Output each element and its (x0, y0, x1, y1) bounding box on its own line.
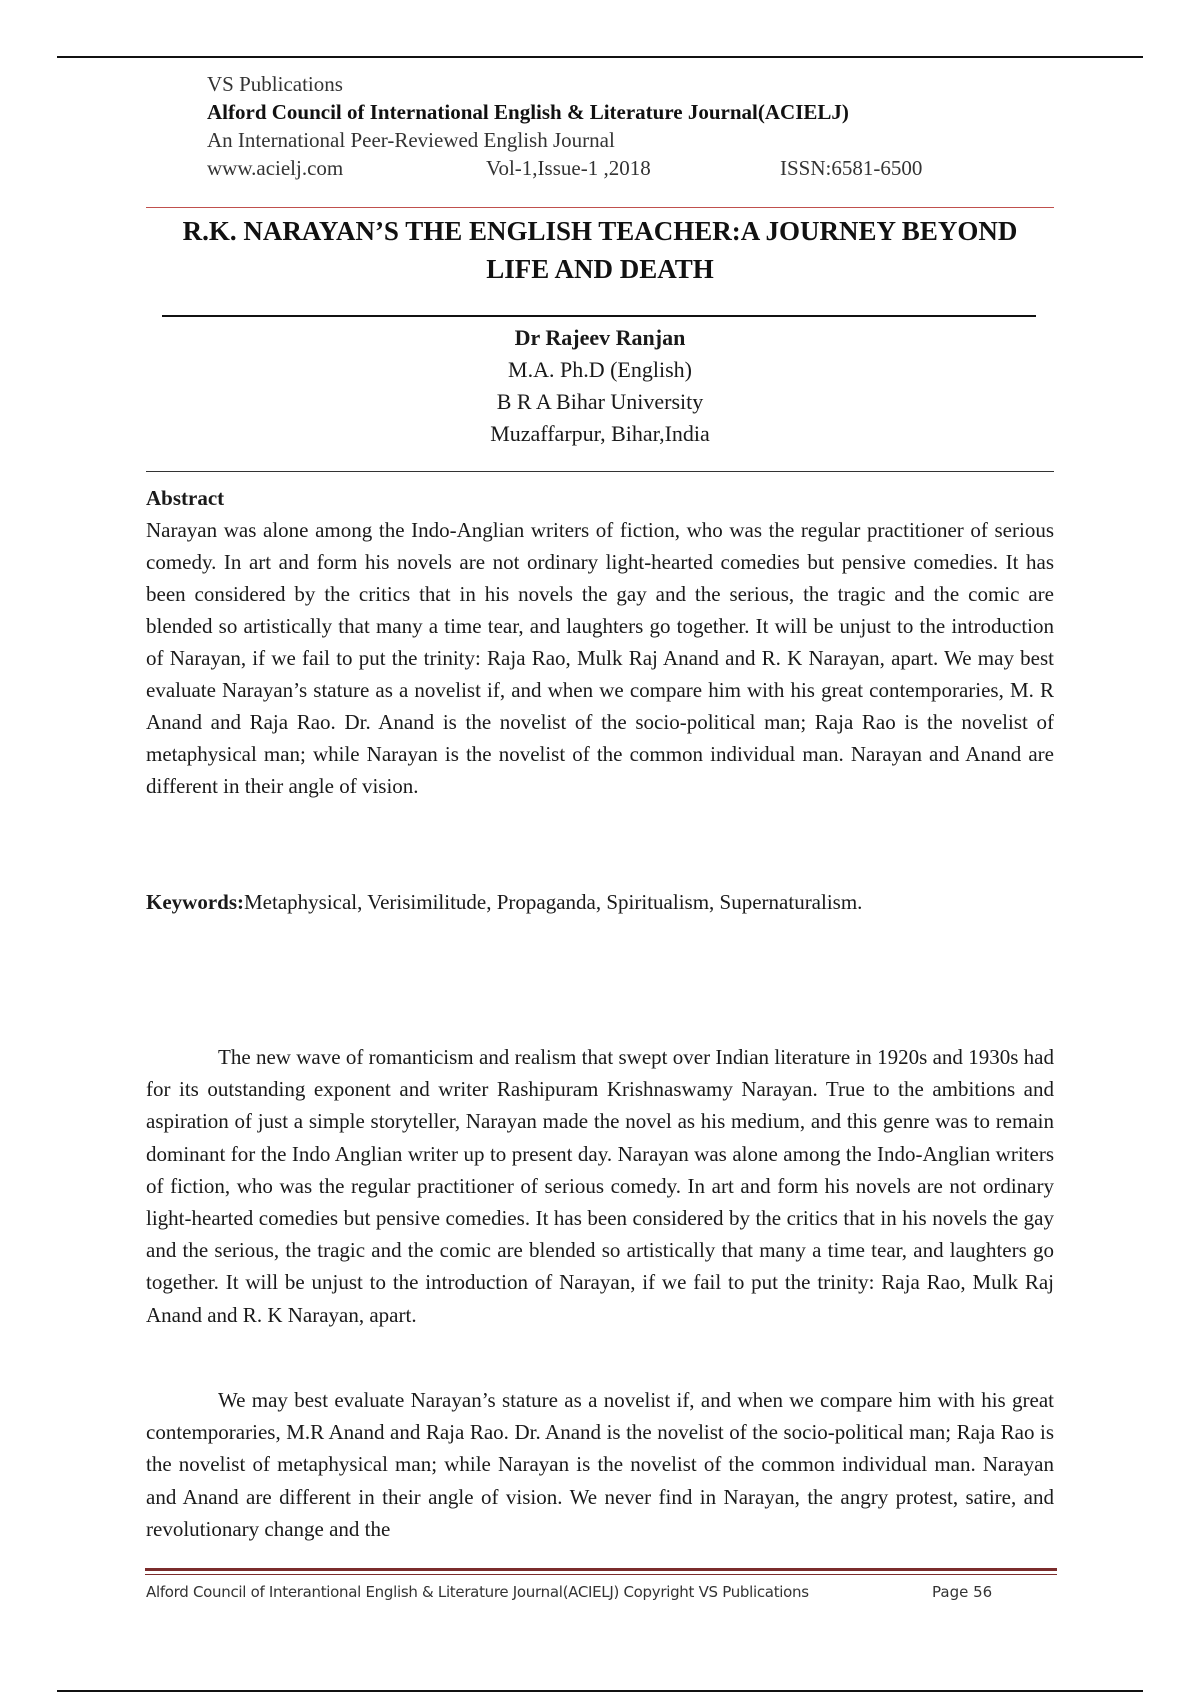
author-divider (146, 471, 1054, 472)
title-line-1: R.K. NARAYAN’S THE ENGLISH TEACHER:A JOURNEY BEYOND (182, 216, 1018, 246)
author-block (146, 322, 1054, 450)
journal-meta (207, 154, 987, 182)
header-divider (146, 207, 1054, 208)
abstract-section (146, 482, 1054, 802)
publisher-name: VS Publications (207, 72, 343, 96)
journal-issn: ISSN:6581-6500 (780, 156, 923, 180)
footer-copyright: Alford Council of Interantional English & Literature Journal(ACIELJ) Copyright VS Publications (146, 1583, 809, 1601)
body-paragraph-1: The new wave of romanticism and realism that swept over Indian literature in 1920s and 1930s had for its outstanding exponent and writer Rashipuram Krishnaswamy Narayan. True to the ambitions and aspiration of just a simple storyteller, Narayan made the novel as his medium, and this genre was to remain dominant for the Indo Anglian writer up to present day. Narayan was alone among the Indo-Anglian writers of fiction, who was the regular practitioner of serious comedy. In art and form his novels are not ordinary light-hearted comedies but pensive comedies. It has been considered by the critics that in his novels the gay and the serious, the tragic and the comic are blended so artistically that many a time tear, and laughters go together. It will be unjust to the introduction of Narayan, if we fail to put the trinity: Raja Rao, Mulk Raj Anand and R. K Narayan, apart. (146, 1045, 1054, 1327)
author-location: Muzaffarpur, Bihar,India (490, 421, 710, 446)
page-footer (146, 1580, 1046, 1604)
keywords-label: Keywords: (146, 890, 244, 914)
article-title (146, 212, 1054, 288)
title-line-2: LIFE AND DEATH (486, 254, 714, 284)
footer-divider-thin (145, 1574, 1057, 1575)
top-border (57, 56, 1143, 58)
journal-header (207, 70, 987, 182)
abstract-text: Narayan was alone among the Indo-Anglian writers of fiction, who was the regular practitioner of serious comedy. In art and form his novels are not ordinary light-hearted comedies but pensive comedies. It has been considered by the critics that in his novels the gay and the serious, the tragic and the comic are blended so artistically that many a time tear, and laughters go together. It will be unjust to the introduction of Narayan, if we fail to put the trinity: Raja Rao, Mulk Raj Anand and R. K Narayan, apart. We may best evaluate Narayan’s stature as a novelist if, and when we compare him with his great contemporaries, M. R Anand and Raja Rao. Dr. Anand is the novelist of the socio-political man; Raja Rao is the novelist of metaphysical man; while Narayan is the novelist of the common individual man. Narayan and Anand are different in their angle of vision. (146, 518, 1054, 798)
keywords-list: Metaphysical, Verisimilitude, Propaganda, Spiritualism, Supernaturalism. (244, 890, 863, 914)
title-divider (162, 315, 1036, 317)
journal-volume: Vol-1,Issue-1 ,2018 (486, 156, 651, 180)
journal-subtitle: An International Peer-Reviewed English Journal (207, 128, 615, 152)
footer-divider-thick (145, 1568, 1057, 1571)
page-number: Page 56 (932, 1583, 993, 1601)
author-university: B R A Bihar University (496, 389, 704, 414)
keywords-section (146, 886, 1054, 918)
abstract-heading: Abstract (146, 486, 225, 510)
bottom-border (57, 1690, 1143, 1692)
journal-website: www.acielj.com (207, 156, 344, 180)
author-degree: M.A. Ph.D (English) (508, 357, 692, 382)
body-paragraph-2: We may best evaluate Narayan’s stature as a novelist if, and when we compare him with his great contemporaries, M.R Anand and Raja Rao. Dr. Anand is the novelist of the socio-political man; Raja Rao is the novelist of metaphysical man; while Narayan is the novelist of the common individual man. Narayan and Anand are different in their angle of vision. We never find in Narayan, the angry protest, satire, and revolutionary change and the (146, 1388, 1054, 1541)
journal-title: Alford Council of International English & Literature Journal(ACIELJ) (207, 100, 849, 124)
author-name: Dr Rajeev Ranjan (514, 325, 686, 350)
